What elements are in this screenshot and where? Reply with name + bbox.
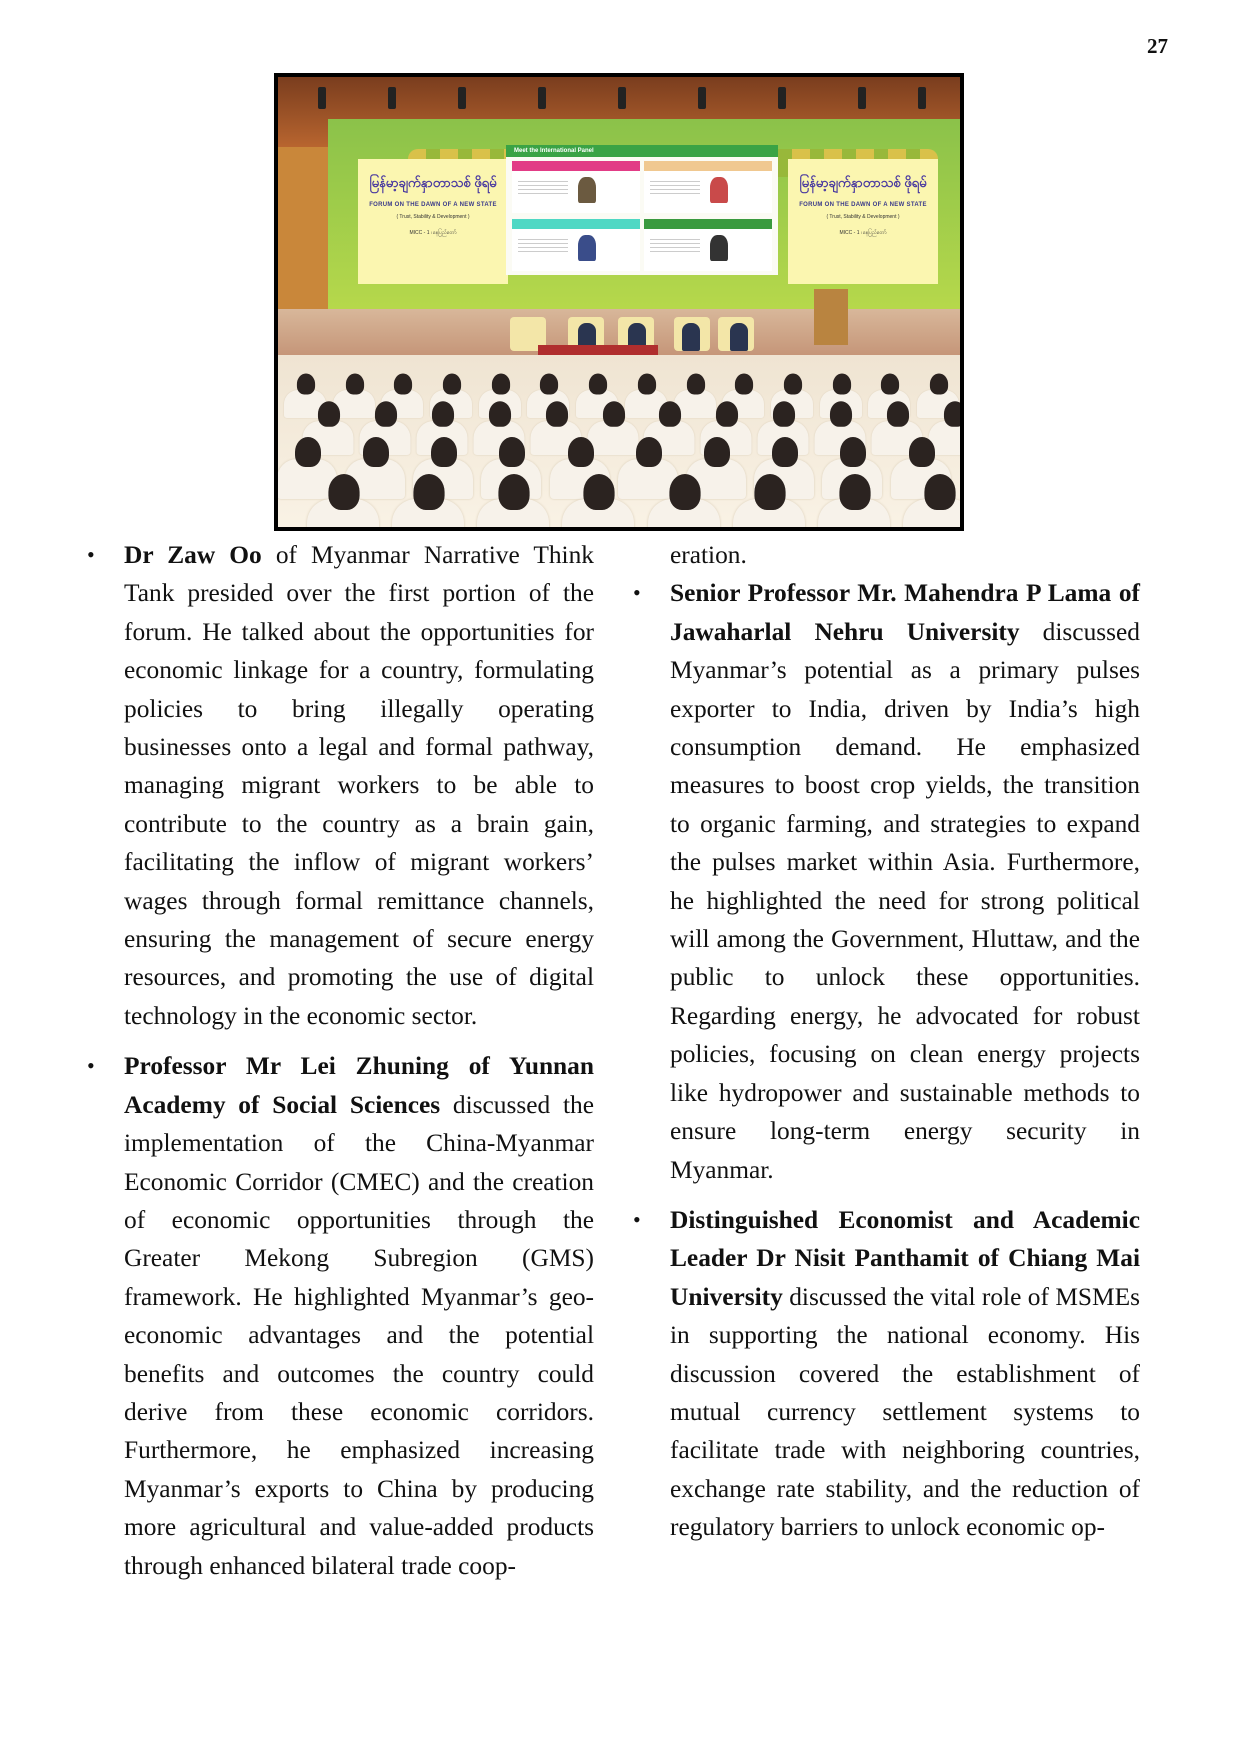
audience-member-head: [489, 401, 511, 427]
banner-english-title: FORUM ON THE DAWN OF A NEW STATE: [799, 202, 927, 208]
audience-member-head: [492, 374, 510, 395]
audience-member-head: [881, 374, 899, 395]
bullet-icon: •: [633, 580, 641, 606]
panel-card-text: [518, 239, 568, 255]
panelist-photo: [578, 235, 596, 261]
stage-light: [778, 87, 786, 109]
panel-card-text: [650, 181, 700, 197]
audience-member-head: [499, 474, 530, 510]
audience-member-head: [772, 437, 798, 467]
audience-member-head: [840, 437, 866, 467]
panel-card-text: [650, 239, 700, 255]
bullet-icon: •: [633, 1206, 641, 1232]
audience-member-head: [704, 437, 730, 467]
bullet-item: [87, 1047, 594, 1585]
audience-member-head: [944, 401, 964, 427]
center-screen: [506, 145, 778, 275]
conference-photo: [274, 73, 964, 531]
screen-title: Meet the International Panel: [506, 145, 778, 157]
audience-member-head: [318, 401, 340, 427]
left-column: [87, 536, 594, 1597]
stage-light: [858, 87, 866, 109]
audience-member-head: [295, 437, 321, 467]
speaker-podium: [814, 289, 848, 345]
audience-member-head: [443, 374, 461, 395]
panelist: [682, 323, 700, 351]
audience-member-head: [363, 437, 389, 467]
panel-card: [644, 219, 772, 271]
audience-member-head: [432, 401, 454, 427]
banner-subtitle: ( Trust, Stability & Development ): [396, 214, 470, 220]
stage-light: [918, 87, 926, 109]
panelist-photo: [578, 177, 596, 203]
bullet-icon: •: [87, 1053, 95, 1079]
banner-myanmar-title: မြန်မာ့ချက်နှာတာသစ် ဖိုရမ်: [369, 175, 497, 190]
paragraph-text: discussed Myanmar’s potential as a primary pulses exporter to India, driven by India’s high consumption demand. He emphasized measures to boost crop yields, the transition to organic farming, and strategies to expand the pulses market within Asia. Furthermore, he highlighted the need for strong political will among the Government, Hluttaw, and the public to unlock these opportunities. Regarding energy, he advocated for robust policies, focusing on clean energy projects like hydropower and sustainable methods to ensure long-term energy security in Myanmar.: [670, 617, 1140, 1184]
stage-light: [458, 87, 466, 109]
bullet-paragraph: [124, 1047, 594, 1585]
audience-member-head: [499, 437, 525, 467]
stage-light: [388, 87, 396, 109]
audience-member-head: [716, 401, 738, 427]
bullet-paragraph: [670, 574, 1140, 1189]
panel-card-header: [512, 161, 640, 171]
audience-member-head: [909, 437, 935, 467]
stage-light: [318, 87, 326, 109]
stage-light: [618, 87, 626, 109]
page-number: 27: [1147, 34, 1168, 58]
banner-english-title: FORUM ON THE DAWN OF A NEW STATE: [369, 202, 497, 208]
audience-member-head: [754, 474, 785, 510]
audience-member-head: [328, 474, 359, 510]
speaker-name: Senior Professor Mr. Mahendra P Lama of Jawaharlal Nehru University: [670, 579, 1140, 646]
bullet-paragraph: [670, 1201, 1140, 1547]
panelist-photo: [710, 235, 728, 261]
audience-member-head: [669, 474, 700, 510]
banner-venue: MICC - 1 ၊ နေပြည်တော်: [409, 230, 457, 236]
panel-card-header: [644, 219, 772, 229]
paragraph-text: of Myanmar Narrative Think Tank presided over the first portion of the forum. He talked about the opportunities for economic linkage for a country, formulating policies to bring illegally operating businesses onto a legal and formal pathway, managing migrant workers to be able to contribute to the country as a brain gain, facilitating the inflow of migrant workers’ wages through formal remittance channels, ensuring the management of secure energy resources, and promoting the use of digital technology in the economic sector.: [124, 541, 594, 1030]
panel-card: [644, 161, 772, 213]
banner-subtitle: ( Trust, Stability & Development ): [826, 214, 900, 220]
audience-member-head: [784, 374, 802, 395]
bullet-item: [633, 574, 1140, 1189]
audience-member-head: [375, 401, 397, 427]
audience-member-head: [840, 474, 871, 510]
continued-text: eration.: [670, 541, 747, 569]
right-column: [633, 536, 1140, 1559]
panel-card-text: [518, 181, 568, 197]
stage-light: [538, 87, 546, 109]
audience-member-head: [773, 401, 795, 427]
speaker-name: Dr Zaw Oo: [124, 541, 262, 569]
audience-member-head: [930, 374, 948, 395]
audience-member-head: [546, 401, 568, 427]
banner-left: [358, 159, 508, 284]
audience-member-head: [659, 401, 681, 427]
stage-light: [698, 87, 706, 109]
audience-member-head: [413, 474, 444, 510]
audience-member-head: [830, 401, 852, 427]
audience-member-head: [925, 474, 956, 510]
audience-member-head: [568, 437, 594, 467]
audience-member-head: [833, 374, 851, 395]
audience-member-head: [540, 374, 558, 395]
bullet-icon: •: [87, 542, 95, 567]
paragraph-text: discussed the implementation of the China-Myanmar Economic Corridor (CMEC) and the creation of economic opportunities through the Greater Mekong Subregion (GMS) framework. He highlighted Myanmar’s geo-economic advantages and the potential benefits and outcomes the country could derive from these economic corridors. Furthermore, he emphasized increasing Myanmar’s exports to China by producing more agricultural and value-added products through enhanced bilateral trade coop-: [124, 1090, 594, 1580]
audience-member-head: [584, 474, 615, 510]
panel-card: [512, 219, 640, 271]
bullet-item: [633, 1201, 1140, 1547]
panel-card-header: [644, 161, 772, 171]
banner-right: [788, 159, 938, 284]
audience-member-head: [638, 374, 656, 395]
panel-card-header: [512, 219, 640, 229]
audience-member-head: [636, 437, 662, 467]
speaker-name: Professor Mr Lei Zhuning of Yunnan Academy of Social Sciences: [124, 1052, 594, 1119]
audience-member-head: [297, 374, 315, 395]
audience-member-head: [431, 437, 457, 467]
banner-venue: MICC - 1 ၊ နေပြည်တော်: [839, 230, 887, 236]
panelist: [730, 323, 748, 351]
audience-member-head: [345, 374, 363, 395]
audience-member-head: [603, 401, 625, 427]
banner-myanmar-title: မြန်မာ့ချက်နှာတာသစ် ဖိုရမ်: [799, 175, 927, 190]
bullet-item: [87, 536, 594, 1035]
speaker-name: Distinguished Economist and Academic Leader Dr Nisit Panthamit of Chiang Mai University: [670, 1205, 1140, 1311]
audience-member-head: [686, 374, 704, 395]
panelist-photo: [710, 177, 728, 203]
audience-member-head: [887, 401, 909, 427]
paragraph-text: discussed the vital role of MSMEs in supporting the national economy. His discussion covered the establishment of mutual currency settlement systems to facilitate trade with neighboring countries, exchange rate stability, and the reduction of regulatory barriers to unlock economic op-: [670, 1282, 1140, 1542]
panel-card: [512, 161, 640, 213]
audience-member-head: [735, 374, 753, 395]
bullet-paragraph: [124, 536, 594, 1035]
audience-member-head: [394, 374, 412, 395]
audience-member-head: [589, 374, 607, 395]
